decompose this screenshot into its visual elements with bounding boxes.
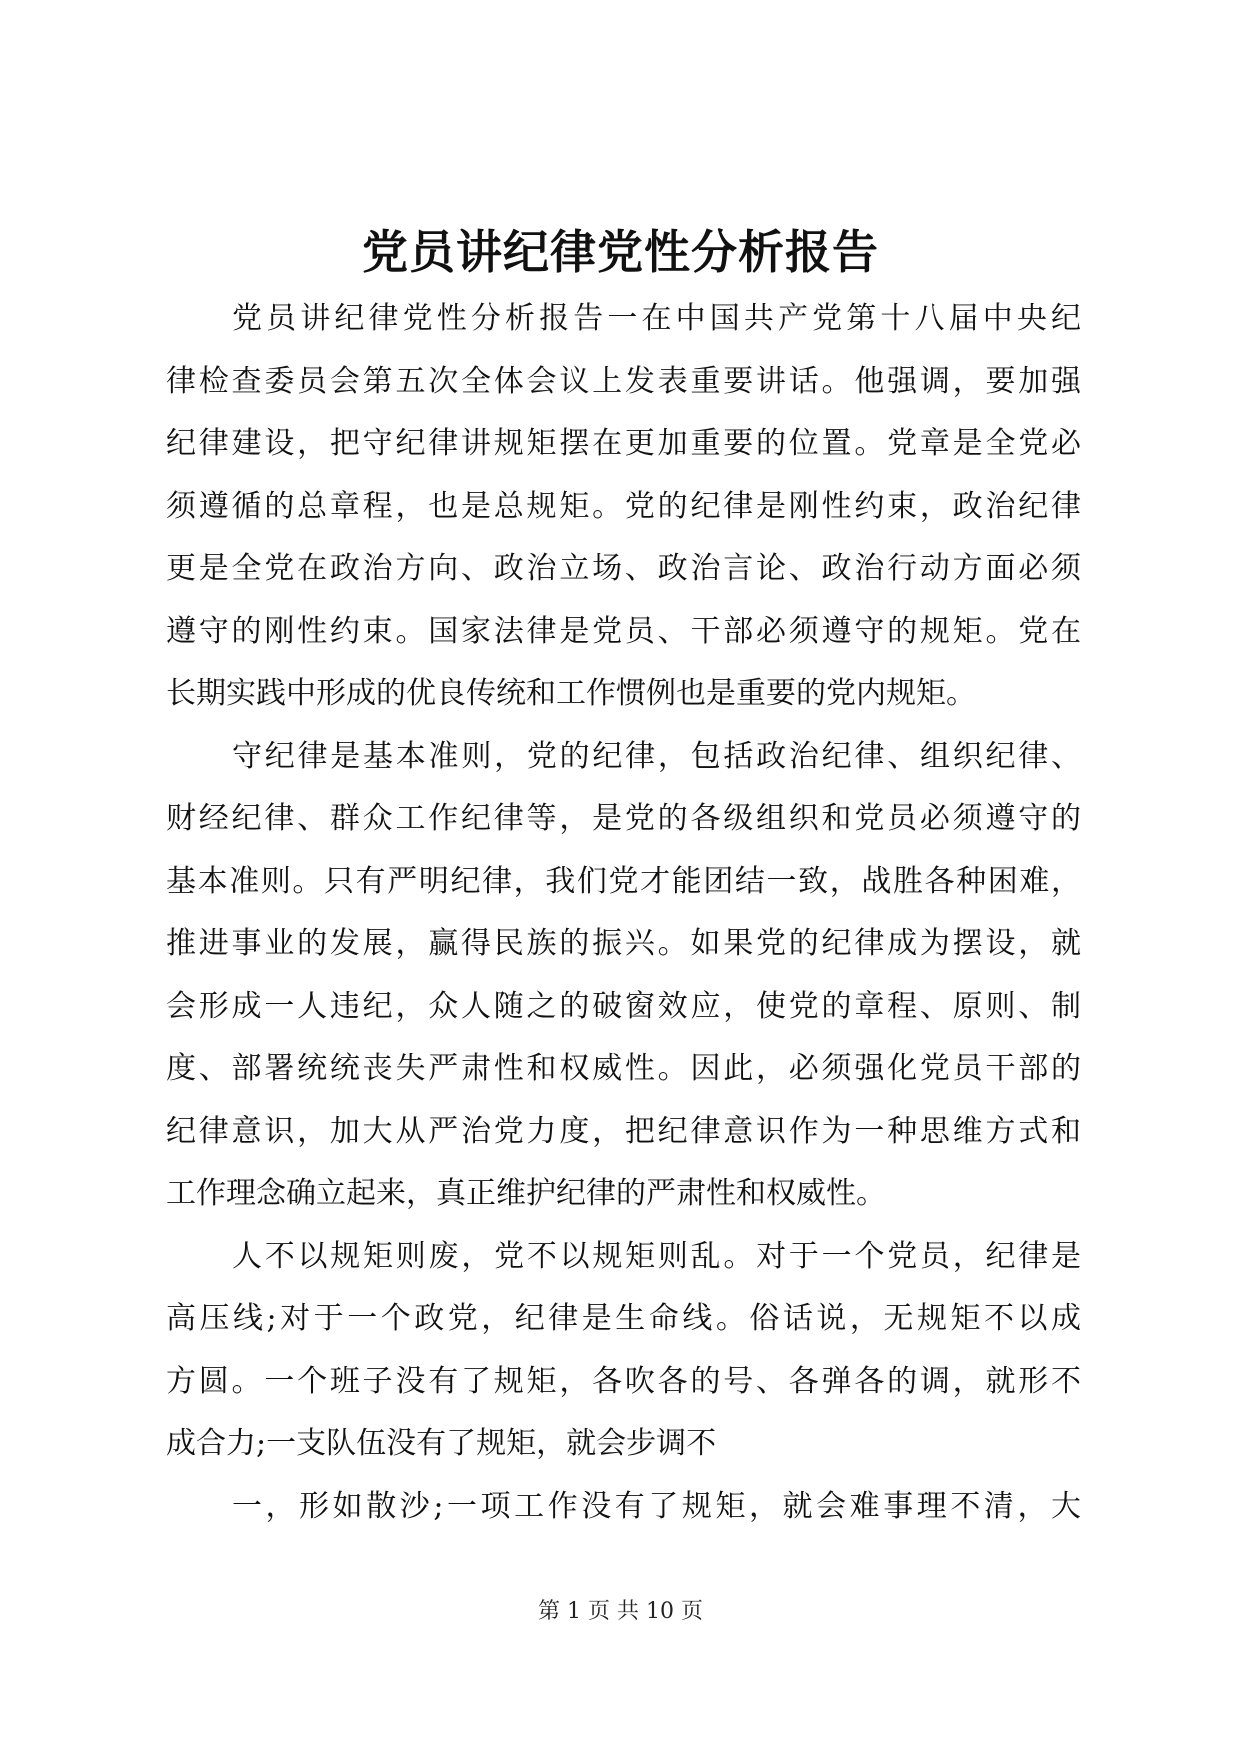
- paragraph-3: [166, 1226, 1081, 1476]
- text-line: 守纪律是基本准则，党的纪律，包括政治纪律、组织纪律、: [232, 738, 1081, 774]
- text-line: 长期实践中形成的优良传统和工作惯例也是重要的党内规矩。: [166, 676, 976, 711]
- text-line: 遵守的刚性约束。国家法律是党员、干部必须遵守的规矩。党在: [166, 613, 1081, 649]
- text-line: 人不以规矩则废，党不以规矩则乱。对于一个党员，纪律是: [232, 1238, 1081, 1274]
- text-line: 度、部署统统丧失严肃性和权威性。因此，必须强化党员干部的: [166, 1051, 1081, 1086]
- text-line: 推进事业的发展，赢得民族的振兴。如果党的纪律成为摆设，就: [166, 926, 1081, 961]
- document-title: 党员讲纪律党性分析报告: [362, 225, 879, 279]
- text-line: 高压线;对于一个政党，纪律是生命线。俗话说，无规矩不以成: [166, 1301, 1081, 1336]
- text-line: 工作理念确立起来，真正维护纪律的严肃性和权威性。: [166, 1176, 886, 1211]
- text-line: 纪律意识，加大从严治党力度，把纪律意识作为一种思维方式和: [166, 1113, 1081, 1149]
- page-footer: 第 1 页 共 10 页: [538, 1599, 703, 1624]
- text-line: 党员讲纪律党性分析报告一在中国共产党第十八届中央纪: [232, 301, 1081, 336]
- text-line: 纪律建设，把守纪律讲规矩摆在更加重要的位置。党章是全党必: [166, 426, 1081, 461]
- paragraph-2: [166, 726, 1081, 1226]
- text-line: 会形成一人违纪，众人随之的破窗效应，使党的章程、原则、制: [166, 988, 1081, 1024]
- text-line: 方圆。一个班子没有了规矩，各吹各的号、各弹各的调，就形不: [166, 1363, 1081, 1399]
- text-line: 基本准则。只有严明纪律，我们党才能团结一致，战胜各种困难，: [166, 863, 1081, 899]
- text-line: 成合力;一支队伍没有了规矩，就会步调不: [166, 1426, 717, 1461]
- text-line: 财经纪律、群众工作纪律等，是党的各级组织和党员必须遵守的: [166, 801, 1081, 836]
- text-line: 更是全党在政治方向、政治立场、政治言论、政治行动方面必须: [166, 551, 1081, 586]
- text-line: 须遵循的总章程，也是总规矩。党的纪律是刚性约束，政治纪律: [166, 488, 1081, 524]
- document-body: [166, 288, 1081, 1538]
- text-line: 一，形如散沙;一项工作没有了规矩，就会难事理不清，大: [232, 1488, 1081, 1524]
- paragraph-1: [166, 288, 1081, 726]
- text-line: 律检查委员会第五次全体会议上发表重要讲话。他强调，要加强: [166, 363, 1081, 399]
- paragraph-4: [166, 1476, 1081, 1539]
